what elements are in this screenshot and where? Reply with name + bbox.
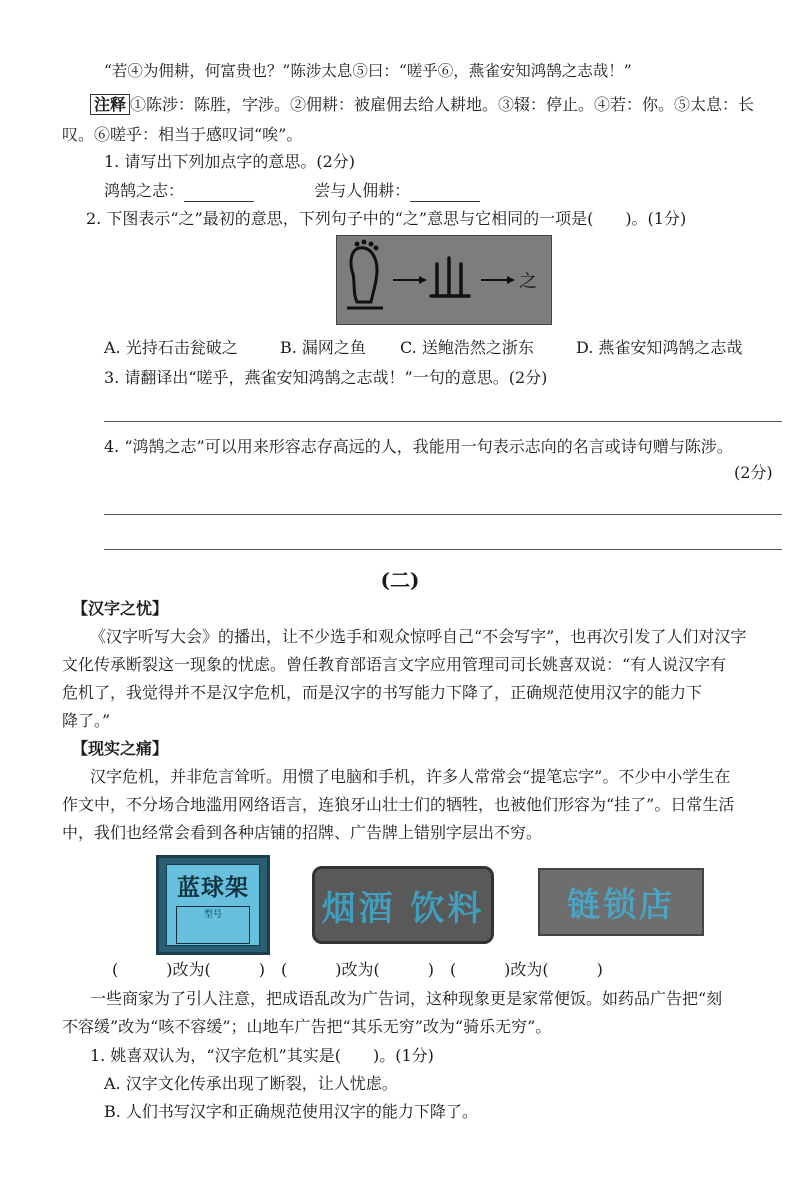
q1-blank-b[interactable] [410, 185, 480, 202]
para1-line-1: 《汉字听写大会》的播出，让不少选手和观众惊呼自己“不会写字”，也再次引发了人们对汉字 [90, 627, 747, 646]
para1-line-2: 文化传承断裂这一现象的忧虑。曾任教育部语言文字应用管理司司长姚喜双说：“有人说汉字有 [62, 655, 727, 674]
q2-text: 2. 下图表示“之”最初的意思，下列句子中的“之”意思与它相同的一项是( )。(1分) [86, 209, 687, 228]
q2-option-a[interactable]: A. 光持石击瓮破之 [104, 338, 238, 357]
arrow-right-icon [393, 276, 427, 284]
para2-line-3: 中，我们也经常会看到各种店铺的招牌、广告牌上错别字层出不穷。 [62, 823, 543, 842]
q3-answer-line[interactable] [104, 421, 782, 422]
para2-line-1: 汉字危机，并非危言耸听。用惯了电脑和手机，许多人常常会“提笔忘字”。不少中小学生在 [90, 767, 731, 786]
q4-text: 4. “鸿鹄之志”可以用来形容志存高远的人，我能用一句表示志向的名言或诗句赠与陈涉。 [104, 437, 733, 456]
arrow-right-icon [481, 276, 515, 284]
q4-answer-line-1[interactable] [104, 514, 782, 515]
sign-basketball-stand [156, 855, 270, 955]
zhi-evolution-drawing [337, 236, 551, 324]
sign-correction-line[interactable]: ( )改为( ) ( )改为( ) ( )改为( ) [112, 960, 603, 979]
q2-option-b[interactable]: B. 漏网之鱼 [280, 338, 366, 357]
q2-options [104, 337, 742, 359]
q4-score: (2分) [734, 463, 773, 482]
seal-script-zhi-icon [431, 258, 469, 296]
zhi-evolution-figure [336, 235, 552, 325]
q2-option-c[interactable]: C. 送鲍浩然之浙东 [400, 338, 534, 357]
notes-label: 注释 [90, 94, 130, 115]
section-title: (二) [380, 568, 420, 592]
passage-end: “若④为佣耕，何富贵也？”陈涉太息⑤曰：“嗟乎⑥，燕雀安知鸿鹄之志哉！” [104, 62, 632, 80]
heading-pain: 【现实之痛】 [72, 739, 169, 758]
s2-q1-option-a[interactable]: A. 汉字文化传承出现了断裂，让人忧虑。 [104, 1074, 398, 1093]
s2-q1-option-b[interactable]: B. 人们书写汉字和正确规范使用汉字的能力下降了。 [104, 1102, 478, 1121]
sign-2-text: 烟酒 饮料 [321, 888, 485, 929]
q1-blank-a[interactable] [184, 185, 254, 202]
notes-line-2: 叹。⑥嗟乎：相当于感叹词“唉”。 [62, 125, 303, 144]
q1-item-b: 尝与人佣耕： [314, 181, 411, 200]
footprint-glyph-icon [347, 240, 383, 309]
s2-q1-text: 1. 姚喜双认为，“汉字危机”其实是( )。(1分) [90, 1046, 434, 1065]
q1-item-a: 鸿鹄之志： [104, 181, 185, 200]
q1-text: 1. 请写出下列加点字的意思。(2分) [104, 152, 356, 171]
q4-answer-line-2[interactable] [104, 549, 782, 550]
notes-line-1 [90, 94, 754, 116]
para1-line-3: 危机了，我觉得并不是汉字危机，而是汉字的书写能力下降了，正确规范使用汉字的能力下 [62, 683, 703, 702]
sign-1-text: 蓝球架 [177, 875, 249, 901]
q1-items [104, 180, 480, 202]
sign-3-text: 链锁店 [567, 884, 675, 924]
notes-text-1: ①陈涉：陈胜，字涉。②佣耕：被雇佣去给人耕地。③辍：停止。④若：你。⑤太息：长 [130, 95, 755, 114]
para3-line-2: 不容缓”改为“咳不容缓”；山地车广告把“其乐无穷”改为“骑乐无穷”。 [62, 1017, 552, 1036]
q2-option-d[interactable]: D. 燕雀安知鸿鹄之志哉 [576, 338, 743, 357]
sign-1-box [176, 906, 250, 944]
sign-1-sub: 型号 [203, 910, 222, 920]
sign-tobacco-drinks [312, 866, 494, 944]
para1-line-4: 降了。” [62, 711, 111, 730]
modern-zhi-char: 之 [519, 271, 537, 292]
para2-line-2: 作文中，不分场合地滥用网络语言，连狼牙山壮士们的牺牲，也被他们形容为“挂了”。日常生活 [62, 795, 735, 814]
para3-line-1: 一些商家为了引人注意，把成语乱改为广告词，这种现象更是家常便饭。如药品广告把“刻 [90, 989, 723, 1008]
sign-panel [166, 864, 260, 946]
sign-chain-store [538, 868, 704, 936]
heading-worry: 【汉字之忧】 [72, 599, 169, 618]
q3-text: 3. 请翻译出“嗟乎，燕雀安知鸿鹄之志哉！”一句的意思。(2分) [104, 368, 548, 387]
